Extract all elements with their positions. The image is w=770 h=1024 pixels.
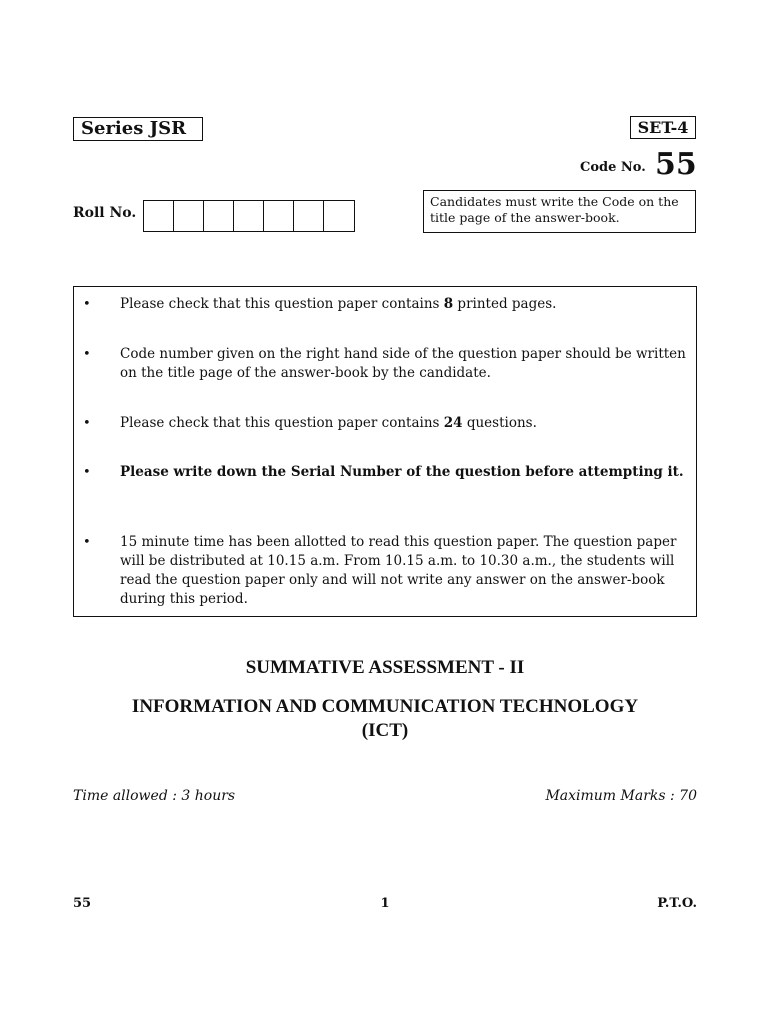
instruction-text: Please check that this question paper contains 8 printed pages. (120, 296, 557, 312)
bullet-icon: • (83, 297, 91, 312)
pto-label: P.T.O. (657, 896, 697, 911)
roll-number-box (294, 201, 324, 231)
instructions-box (73, 286, 697, 617)
roll-number-box (174, 201, 204, 231)
roll-number-boxes (143, 200, 355, 232)
bullet-icon: • (83, 535, 91, 550)
instruction-text: Please write down the Serial Number of the question before attempting it. (120, 464, 684, 480)
page-number: 1 (380, 896, 390, 911)
roll-number-box (144, 201, 174, 231)
assessment-title: SUMMATIVE ASSESSMENT - II (245, 657, 525, 678)
code-instruction-note: Candidates must write the Code on the title page of the answer-book. (423, 190, 696, 233)
roll-number-box (204, 201, 234, 231)
set-box: SET-4 (630, 116, 696, 139)
footer-code: 55 (73, 896, 92, 911)
bullet-icon: • (83, 347, 91, 362)
instruction-text: 15 minute time has been allotted to read this question paper. The question paper will be distributed at 10.15 a.m. From 10.15 a.m. to 10.30 a.m., the students will read the question paper only and will not write any answer on the answer-book during this period. (120, 534, 677, 607)
roll-number-box (234, 201, 264, 231)
time-allowed: Time allowed : 3 hours (73, 788, 236, 804)
subject-title: INFORMATION AND COMMUNICATION TECHNOLOGY (ICT) (131, 696, 639, 741)
roll-number-box (324, 201, 354, 231)
instruction-text: Please check that this question paper contains 24 questions. (120, 415, 537, 431)
maximum-marks: Maximum Marks : 70 (545, 788, 697, 804)
code-number: 55 (655, 147, 697, 182)
code-label: Code No. (580, 160, 646, 175)
series-box: Series JSR (73, 117, 203, 141)
bullet-icon: • (83, 416, 91, 431)
roll-number-label: Roll No. (73, 205, 137, 221)
instruction-text: Code number given on the right hand side of the question paper should be written on the title page of the answer-book by the candidate. (120, 346, 686, 381)
bullet-icon: • (83, 465, 91, 480)
roll-number-box (264, 201, 294, 231)
